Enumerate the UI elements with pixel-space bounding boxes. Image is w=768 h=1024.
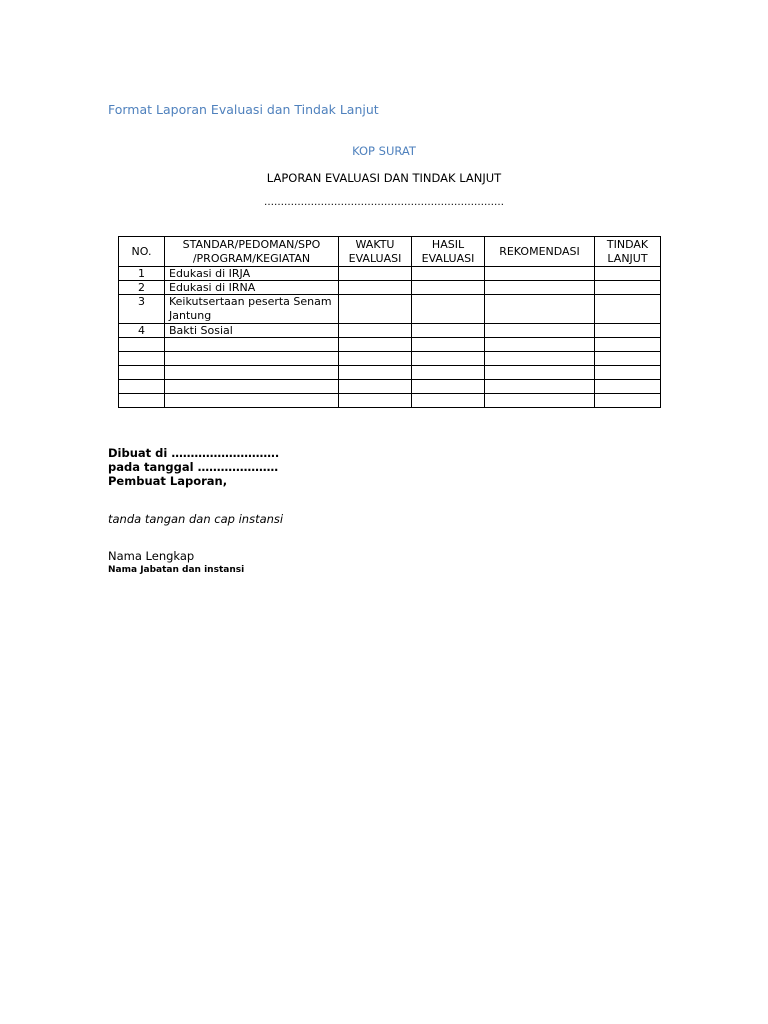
pada-tanggal: pada tanggal ………………… [108, 460, 279, 474]
table-row-empty [119, 380, 661, 394]
header-standar-line1: STANDAR/PEDOMAN/SPO [182, 237, 321, 251]
row-kegiatan: Bakti Sosial [165, 324, 339, 338]
row-waktu [339, 324, 412, 338]
table-row-empty [119, 352, 661, 366]
pembuat-laporan: Pembuat Laporan, [108, 474, 228, 488]
header-rekomendasi: REKOMENDASI [485, 237, 595, 267]
header-tindak-line2: LANJUT [607, 251, 648, 265]
row-kegiatan [165, 295, 339, 324]
row-rekomendasi [485, 267, 595, 281]
header-hasil-line1: HASIL [431, 237, 465, 251]
row-kegiatan-line1: Keikutsertaan peserta Senam [169, 295, 332, 308]
dibuat-di: Dibuat di ………………………. [108, 446, 280, 460]
table-row-empty [119, 338, 661, 352]
row-tindak [595, 295, 661, 324]
table-row [119, 295, 661, 324]
header-waktu-evaluasi [339, 237, 412, 267]
full-name: Nama Lengkap [108, 549, 195, 563]
header-standar-line2: /PROGRAM/KEGIATAN [192, 251, 311, 265]
row-waktu [339, 267, 412, 281]
position-and-institution: Nama Jabatan dan instansi [108, 565, 245, 575]
row-kegiatan: Edukasi di IRJA [165, 267, 339, 281]
table-header-row [119, 237, 661, 267]
row-tindak [595, 267, 661, 281]
header-hasil-line2: EVALUASI [421, 251, 475, 265]
row-kegiatan: Edukasi di IRNA [165, 281, 339, 295]
report-footer [108, 446, 279, 488]
table-row-empty [119, 366, 661, 380]
row-rekomendasi [485, 281, 595, 295]
row-number: 1 [119, 267, 165, 281]
row-number: 4 [119, 324, 165, 338]
header-tindak-line1: TINDAK [606, 237, 649, 251]
document-heading: Format Laporan Evaluasi dan Tindak Lanjut [108, 102, 379, 117]
row-rekomendasi [485, 295, 595, 324]
row-tindak [595, 324, 661, 338]
report-subtitle-placeholder: ……………………………………………………………… [264, 197, 504, 208]
table-row-empty [119, 394, 661, 408]
header-tindak-lanjut [595, 237, 661, 267]
header-no: NO. [119, 237, 165, 267]
row-waktu [339, 281, 412, 295]
row-hasil [412, 281, 485, 295]
row-hasil [412, 324, 485, 338]
kop-surat: KOP SURAT [352, 144, 416, 158]
row-hasil [412, 267, 485, 281]
header-standar [165, 237, 339, 267]
header-waktu-line1: WAKTU [355, 237, 395, 251]
row-waktu [339, 295, 412, 324]
header-waktu-line2: EVALUASI [348, 251, 402, 265]
row-number: 2 [119, 281, 165, 295]
row-hasil [412, 295, 485, 324]
signature-placeholder: tanda tangan dan cap instansi [108, 512, 284, 526]
table-row [119, 324, 661, 338]
row-kegiatan-line2: Jantung [169, 309, 212, 322]
evaluation-table [118, 236, 661, 408]
report-title: LAPORAN EVALUASI DAN TINDAK LANJUT [266, 171, 502, 185]
table-row [119, 267, 661, 281]
header-hasil-evaluasi [412, 237, 485, 267]
table-row [119, 281, 661, 295]
row-tindak [595, 281, 661, 295]
row-number: 3 [119, 295, 165, 324]
row-rekomendasi [485, 324, 595, 338]
